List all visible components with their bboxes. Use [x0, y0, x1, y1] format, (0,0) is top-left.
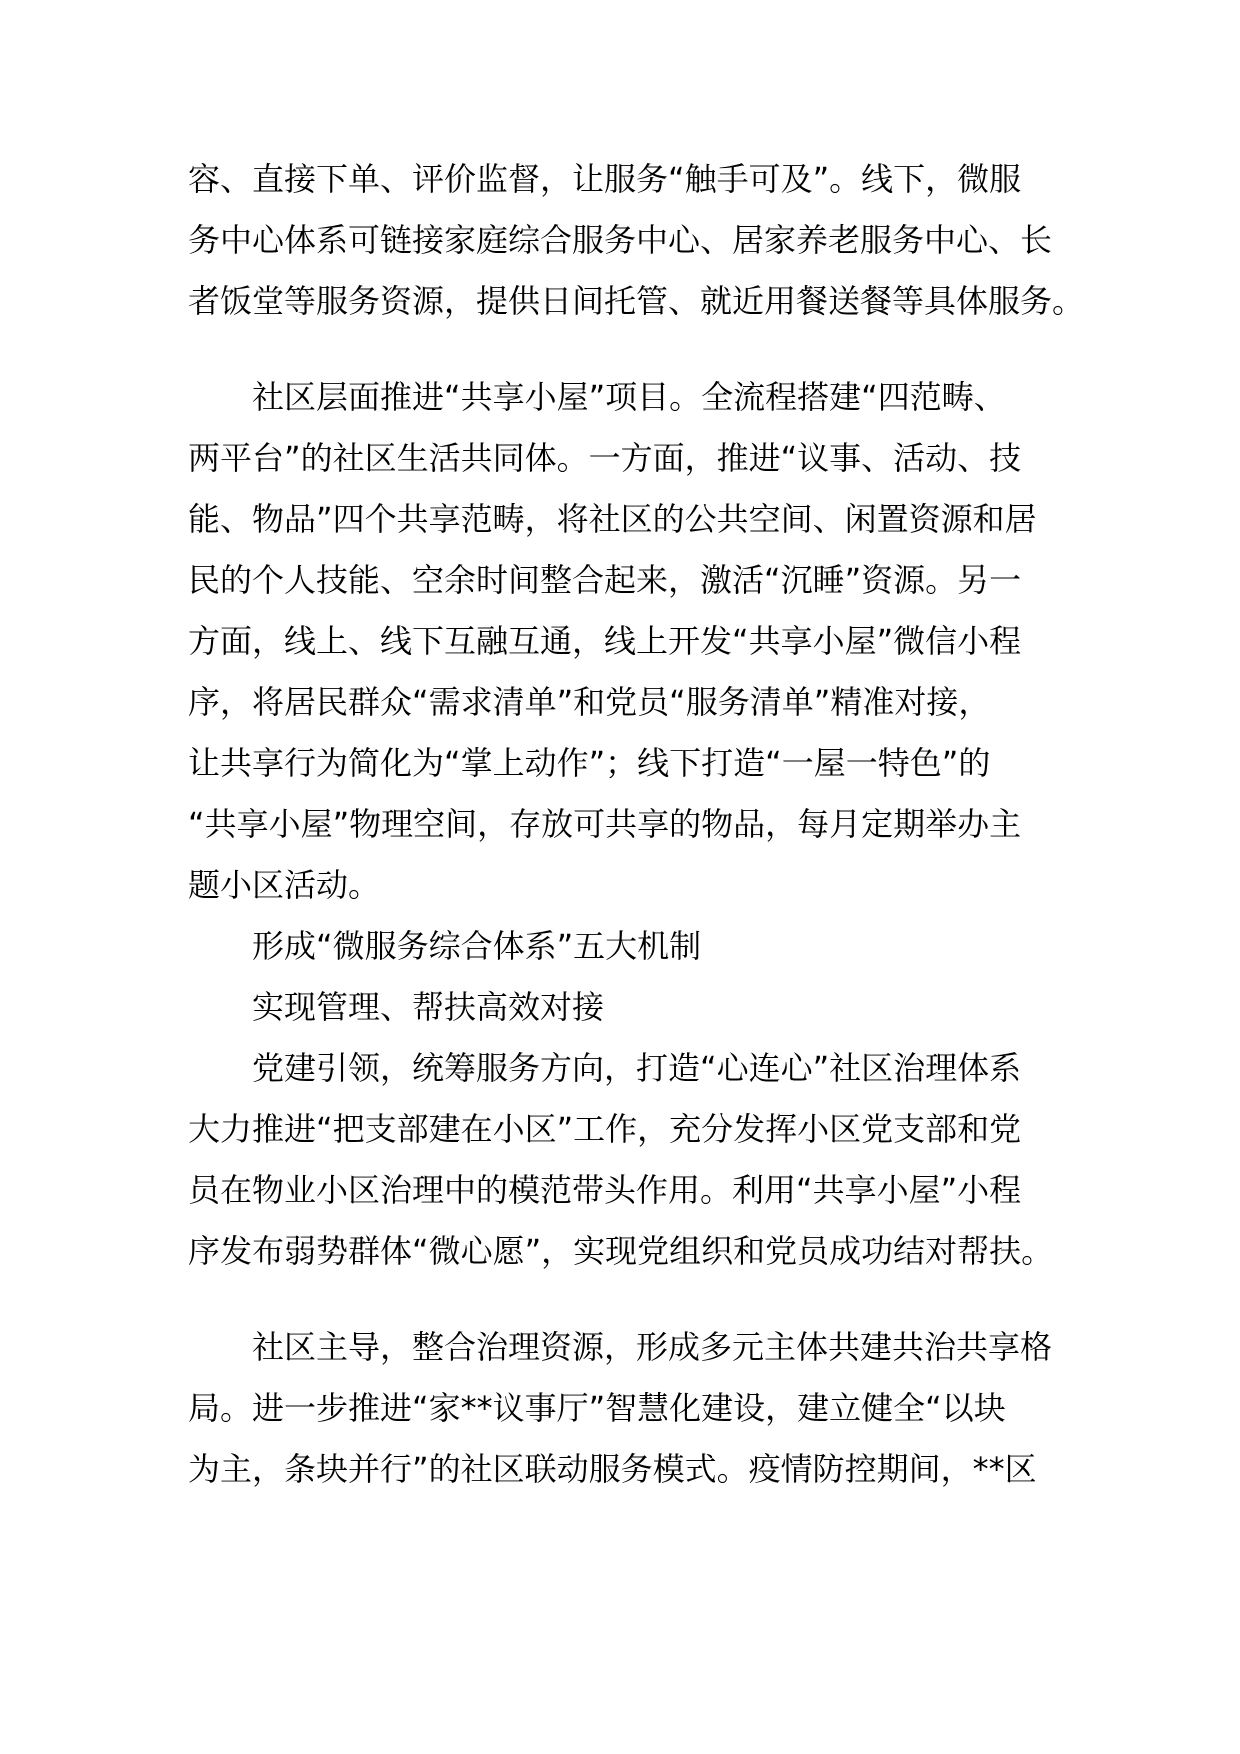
text-line: 社区主导，整合治理资源，形成多元主体共建共治共享格	[252, 1328, 1053, 1366]
text-line: 方面，线上、线下互融互通，线上开发“共享小屋”微信小程	[188, 622, 1022, 660]
text-line: 为主，条块并行”的社区联动服务模式。疫情防控期间，**区	[188, 1450, 1037, 1488]
text-line: 序，将居民群众“需求清单”和党员“服务清单”精准对接，	[188, 683, 991, 721]
text-line: 民的个人技能、空余时间整合起来，激活“沉睡”资源。另一	[188, 561, 1022, 599]
text-line: 能、物品”四个共享范畴，将社区的公共空间、闲置资源和居	[188, 500, 1037, 538]
text-line: 员在物业小区治理中的模范带头作用。利用“共享小屋”小程	[188, 1171, 1022, 1209]
text-line: “共享小屋”物理空间，存放可共享的物品，每月定期举办主	[188, 805, 1022, 843]
text-line: 两平台”的社区生活共同体。一方面，推进“议事、活动、技	[188, 439, 1022, 477]
text-line: 党建引领，统筹服务方向，打造“心连心”社区治理体系	[252, 1049, 1022, 1087]
text-line: 大力推进“把支部建在小区”工作，充分发挥小区党支部和党	[188, 1110, 1022, 1148]
text-line: 者饭堂等服务资源，提供日间托管、就近用餐送餐等具体服务。	[188, 282, 1085, 320]
text-line: 序发布弱势群体“微心愿”，实现党组织和党员成功结对帮扶。	[188, 1232, 1054, 1270]
section-heading: 形成“微服务综合体系”五大机制	[252, 927, 702, 965]
text-line: 社区层面推进“共享小屋”项目。全流程搭建“四范畴、	[252, 378, 1006, 416]
section-heading: 实现管理、帮扶高效对接	[252, 988, 605, 1026]
text-line: 题小区活动。	[188, 866, 381, 904]
text-line: 容、直接下单、评价监督，让服务“触手可及”。线下，微服	[188, 160, 1022, 198]
text-line: 局。进一步推进“家**议事厅”智慧化建设，建立健全“以块	[188, 1389, 1006, 1427]
text-line: 务中心体系可链接家庭综合服务中心、居家养老服务中心、长	[188, 221, 1053, 259]
text-line: 让共享行为简化为“掌上动作”；线下打造“一屋一特色”的	[188, 744, 991, 782]
